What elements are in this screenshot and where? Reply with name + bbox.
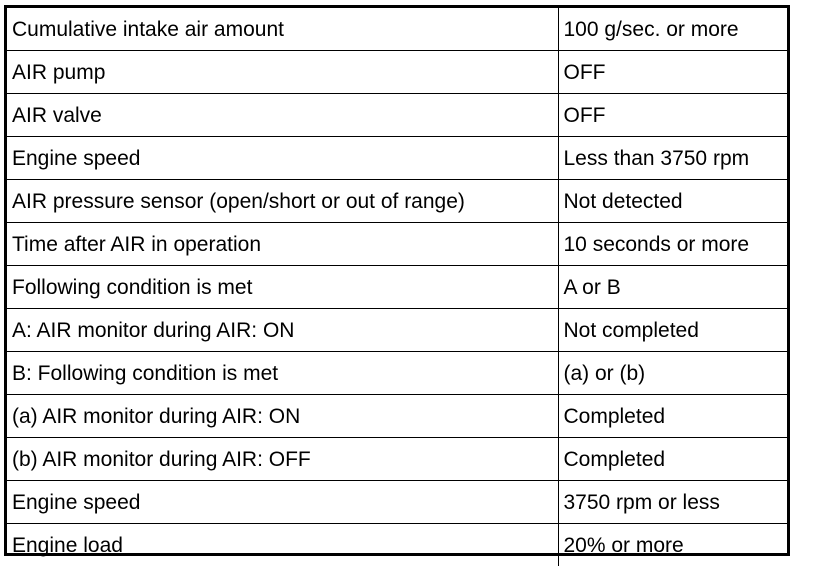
condition-cell: Engine speed: [7, 481, 558, 524]
table-row: [7, 395, 787, 438]
value-cell: 10 seconds or more: [558, 223, 787, 266]
value-cell: Completed: [558, 438, 787, 481]
condition-cell: Following condition is met: [7, 266, 558, 309]
value-cell: Completed: [558, 395, 787, 438]
value-cell: Not detected: [558, 180, 787, 223]
table-row: [7, 180, 787, 223]
conditions-table: [4, 5, 790, 556]
condition-cell: AIR pressure sensor (open/short or out of range): [7, 180, 558, 223]
condition-cell: (a) AIR monitor during AIR: ON: [7, 395, 558, 438]
table-row: [7, 94, 787, 137]
condition-cell: (b) AIR monitor during AIR: OFF: [7, 438, 558, 481]
condition-cell: AIR valve: [7, 94, 558, 137]
value-cell: OFF: [558, 94, 787, 137]
value-cell: OFF: [558, 51, 787, 94]
value-cell: A or B: [558, 266, 787, 309]
condition-cell: Time after AIR in operation: [7, 223, 558, 266]
table-row: [7, 8, 787, 51]
condition-cell: Engine load: [7, 524, 558, 566]
condition-cell: Cumulative intake air amount: [7, 8, 558, 51]
table-row: [7, 223, 787, 266]
table-row: [7, 266, 787, 309]
condition-cell: Engine speed: [7, 137, 558, 180]
value-cell: (a) or (b): [558, 352, 787, 395]
conditions-table-grid: [7, 8, 787, 566]
value-cell: 100 g/sec. or more: [558, 8, 787, 51]
table-row: [7, 51, 787, 94]
table-row: [7, 137, 787, 180]
condition-cell: A: AIR monitor during AIR: ON: [7, 309, 558, 352]
table-row: [7, 438, 787, 481]
table-row: [7, 352, 787, 395]
value-cell: Not completed: [558, 309, 787, 352]
value-cell: 3750 rpm or less: [558, 481, 787, 524]
condition-cell: B: Following condition is met: [7, 352, 558, 395]
value-cell: Less than 3750 rpm: [558, 137, 787, 180]
table-row: [7, 481, 787, 524]
condition-cell: AIR pump: [7, 51, 558, 94]
value-cell: 20% or more: [558, 524, 787, 566]
table-row: [7, 524, 787, 566]
table-row: [7, 309, 787, 352]
